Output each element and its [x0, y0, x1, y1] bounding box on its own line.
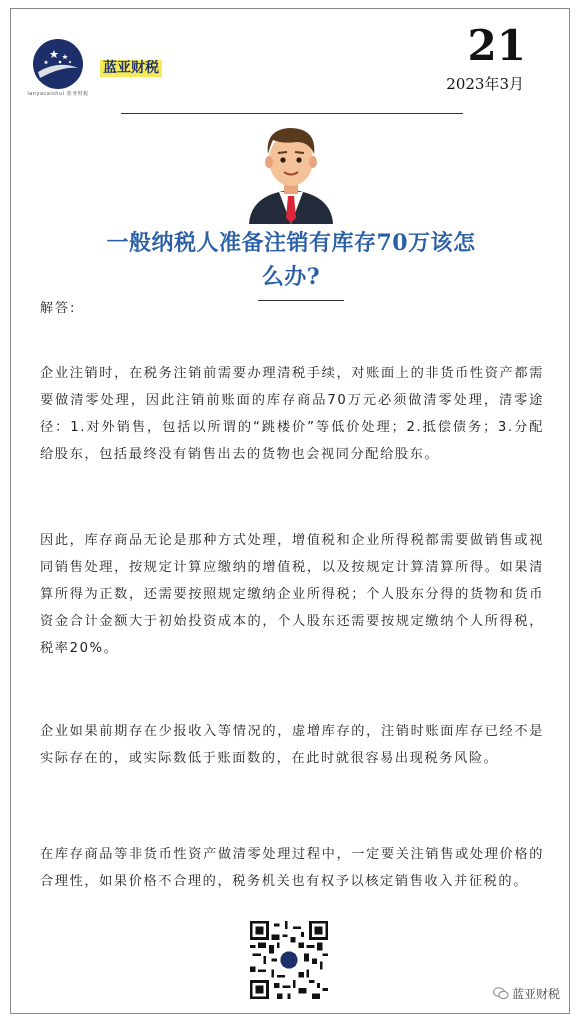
wechat-icon — [493, 987, 509, 1000]
paragraph-1: 企业注销时，在税务注销前需要办理清税手续，对账面上的非货币性资产都需要做清零处理，因此注销前账面的库存商品70万元必须做清零处理，清零途径：1.对外销售，包括以所谓的“跳楼价”等低价处理；2.抵偿债务；3.分配给股东，包括最终没有销售出去的货物也会视同分配给股东。 — [40, 366, 544, 462]
logo-caption: lanyacaishui 蓝亚财税 — [27, 91, 89, 97]
header-divider — [121, 113, 463, 114]
answer-label: 解答: — [40, 301, 77, 316]
footer-attribution — [493, 985, 560, 1002]
businessman-avatar-icon — [243, 122, 339, 224]
footer-account-name: 蓝亚财税 — [511, 987, 560, 1001]
qr-code-icon[interactable] — [250, 921, 328, 999]
article-title — [40, 226, 542, 294]
issue-number: 21 — [467, 21, 526, 70]
title-underline — [258, 300, 344, 301]
paragraph-4: 在库存商品等非货币性资产做清零处理过程中，一定要关注销售或处理价格的合理性，如果价格不合理的，税务机关也有权予以核定销售收入并征税的。 — [40, 847, 544, 889]
title-line-2: 么办? — [261, 264, 321, 290]
issue-date: 2023年3月 — [446, 75, 524, 93]
brand-logo-icon — [32, 38, 84, 90]
paragraph-2: 因此，库存商品无论是那种方式处理，增值税和企业所得税都需要做销售或视同销售处理，按规定计算应缴纳的增值税，以及按规定计算清算所得。如果清算所得为正数，还需要按照规定缴纳企业所得税；个人股东分得的货物和货币资金合计金额大于初始投资成本的，个人股东还需要按规定缴纳个人所得税，税率20%。 — [40, 533, 544, 656]
brand-name: 蓝亚财税 — [100, 60, 162, 77]
paragraph-3: 企业如果前期存在少报收入等情况的，虚增库存的，注销时账面库存已经不是实际存在的，或实际数低于账面数的，在此时就很容易出现税务风险。 — [40, 724, 544, 766]
title-line-1: 一般纳税人准备注销有库存70万该怎 — [106, 230, 476, 256]
